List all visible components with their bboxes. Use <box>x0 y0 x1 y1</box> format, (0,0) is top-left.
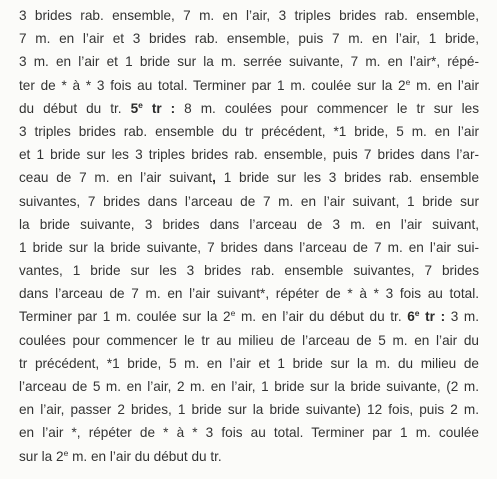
text-segment: l’arceau de 5 m. en l’air, 2 m. en l’air, 1 bride sur la bride suivante, (2 m. <box>19 379 479 394</box>
bold-text-segment: , <box>212 170 216 186</box>
text-segment: la bride suivante, 3 brides dans l’arceau de 3 m. en l’air suivant, <box>19 216 479 232</box>
text-line <box>19 213 479 236</box>
text-segment: 1 bride sur les 3 brides rab. ensemble <box>215 170 479 186</box>
text-segment: en l’air, passer 2 brides, 1 bride sur la bride suivante) 12 fois, puis 2 m. <box>19 402 479 418</box>
text-line <box>19 329 479 352</box>
text-segment: en l’air *, répéter de * à * 3 fois au total. Terminer par 1 m. coulée <box>19 425 479 441</box>
text-segment: 8 m. coulées pour commencer le tr sur les <box>175 100 479 116</box>
text-line <box>19 375 479 398</box>
text-segment: dans l’arceau de 7 m. en l’air suivant*, répéter de * à * 3 fois au total. <box>19 286 479 302</box>
text-line <box>19 4 479 27</box>
text-segment: 3 triples brides rab. ensemble du tr précédent, *1 bride, 5 m. en l’air <box>19 123 479 139</box>
text-line <box>19 74 479 97</box>
text-line <box>19 120 479 143</box>
crochet-instructions-text <box>19 4 479 468</box>
superscript: e <box>230 308 236 319</box>
text-line <box>19 50 479 73</box>
superscript: e <box>63 447 69 458</box>
text-line <box>19 445 479 468</box>
text-segment: 3 brides rab. ensemble, 7 m. en l’air, 3 triples brides rab. ensemble, <box>19 8 479 23</box>
text-line <box>19 398 479 421</box>
text-segment: tr précédent, *1 bride, 5 m. en l’air et 1 bride sur la m. du milieu de <box>19 355 479 371</box>
text-line <box>19 27 479 50</box>
bold-text-segment: tr : <box>142 100 176 116</box>
text-segment: coulées pour commencer le tr au milieu de l’arceau de 5 m. en l’air du <box>19 332 479 348</box>
text-segment: m. en l’air du début du tr. <box>68 448 222 464</box>
text-segment: suivantes, 7 brides dans l’arceau de 7 m. en l’air suivant, 1 bride sur <box>19 193 479 209</box>
text-segment: m. en l’air du début du tr. <box>235 309 408 325</box>
text-line <box>19 421 479 444</box>
text-line <box>19 143 479 166</box>
text-segment: Terminer par 1 m. coulée sur la 2 <box>19 309 231 325</box>
text-line <box>19 190 479 213</box>
text-segment: 1 bride sur la bride suivante, 7 brides dans l’arceau de 7 m. en l’air sui- <box>19 239 479 255</box>
text-segment: m. en l’air <box>410 77 479 93</box>
text-segment: e <box>138 99 143 110</box>
text-segment: e <box>414 308 420 319</box>
text-segment: 3 m. en l’air et 1 bride sur la m. serrée suivante, 7 m. en l’air*, répé- <box>19 54 479 70</box>
text-segment: vantes, 1 bride sur les 3 brides rab. ensemble suivantes, 7 brides <box>19 263 479 279</box>
text-line <box>19 352 479 375</box>
bold-text-segment: 6 <box>407 309 415 325</box>
superscript: e <box>405 76 411 87</box>
text-segment: sur la 2 <box>19 448 64 464</box>
text-segment: 3 m. <box>445 309 480 325</box>
text-segment: du début du tr. <box>19 100 131 116</box>
text-line <box>19 236 479 259</box>
bold-text-segment: tr : <box>419 309 446 325</box>
text-line <box>19 166 479 189</box>
text-segment: et 1 bride sur les 3 triples brides rab. ensemble, puis 7 brides dans l’ar- <box>19 147 479 163</box>
text-line <box>19 282 479 305</box>
text-line <box>19 259 479 282</box>
text-line <box>19 305 479 328</box>
text-line <box>19 97 479 120</box>
bold-text-segment: 5 <box>130 100 139 116</box>
text-segment: ter de * à * 3 fois au total. Terminer par 1 m. coulée sur la 2 <box>19 77 406 93</box>
text-segment: ceau de 7 m. en l’air suivant <box>19 170 213 186</box>
text-segment: 7 m. en l’air et 3 brides rab. ensemble, puis 7 m. en l’air, 1 bride, <box>19 31 479 47</box>
